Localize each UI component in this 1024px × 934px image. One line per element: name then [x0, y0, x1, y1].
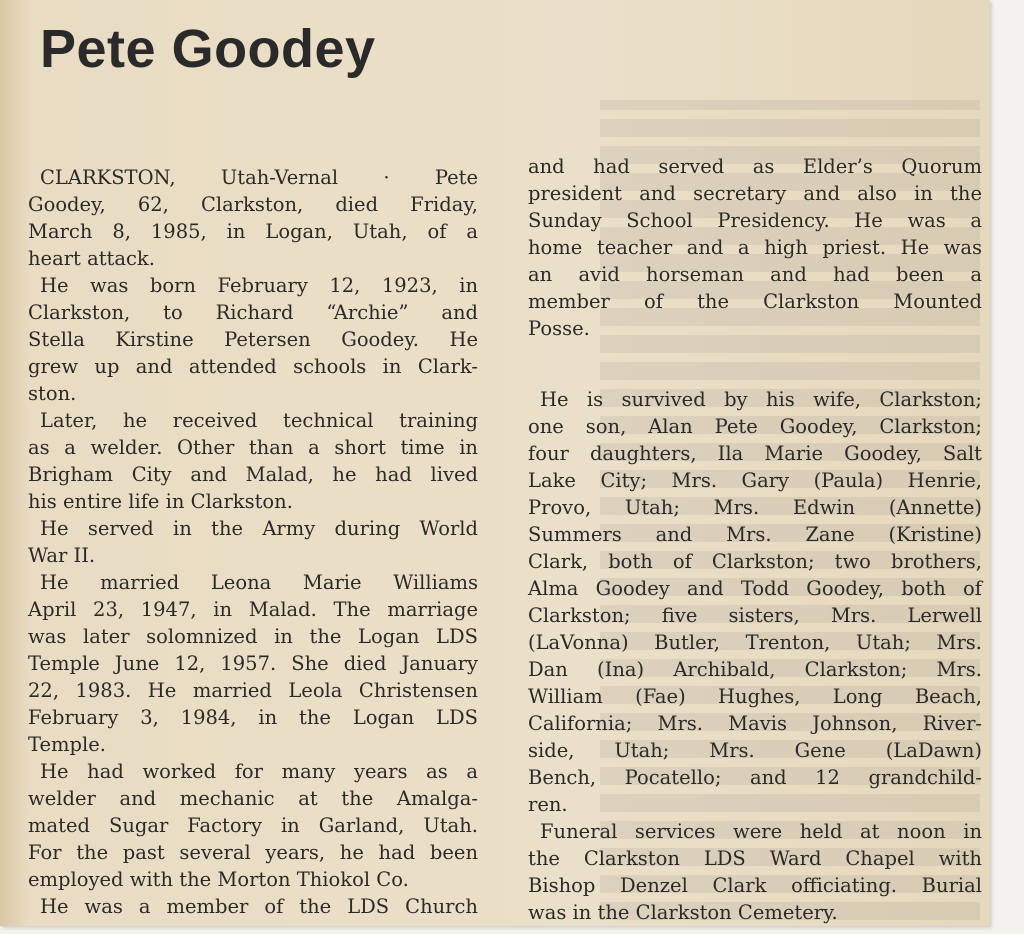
text-line: president and secretary and also in the [528, 182, 982, 205]
text-line: Later, he received technical training [40, 409, 478, 432]
text-line: He served in the Army during World [40, 517, 478, 540]
text-line: Clark, both of Clarkston; two brothers, [528, 550, 982, 573]
text-line: as a welder. Other than a short time in [28, 436, 478, 459]
text-line: War II. [28, 544, 96, 567]
text-line: For the past several years, he had been [28, 841, 478, 864]
text-line: the Clarkston LDS Ward Chapel with [528, 847, 982, 870]
headline: Pete Goodey [40, 19, 376, 79]
text-line: ston. [28, 382, 77, 405]
text-line: Funeral services were held at noon in [540, 820, 982, 843]
text-line: CLARKSTON, Utah-Vernal · Pete [40, 166, 478, 189]
text-line: He is survived by his wife, Clarkston; [540, 388, 982, 411]
text-line: ren. [528, 793, 568, 816]
text-line: Goodey, 62, Clarkston, died Friday, [28, 193, 478, 216]
text-line: side, Utah; Mrs. Gene (LaDawn) [528, 739, 982, 762]
text-line: Lake City; Mrs. Gary (Paula) Henrie, [528, 469, 982, 492]
text-line: heart attack. [28, 247, 155, 270]
text-line: welder and mechanic at the Amalga- [28, 787, 478, 810]
text-line: February 3, 1984, in the Logan LDS [28, 706, 478, 729]
text-line: Posse. [528, 317, 590, 340]
text-line: Brigham City and Malad, he had lived [28, 463, 478, 486]
text-line: 22, 1983. He married Leola Christensen [28, 679, 478, 702]
text-line: Temple. [28, 733, 106, 756]
text-line: Bench, Pocatello; and 12 grandchild- [528, 766, 982, 789]
text-line: Summers and Mrs. Zane (Kristine) [528, 523, 982, 546]
text-line: March 8, 1985, in Logan, Utah, of a [28, 220, 478, 243]
text-line: William (Fae) Hughes, Long Beach, [528, 685, 982, 708]
text-line: He was a member of the LDS Church [40, 895, 478, 918]
text-line: employed with the Morton Thiokol Co. [28, 868, 409, 891]
text-line: Sunday School Presidency. He was a [528, 209, 982, 232]
text-line: Clarkston, to Richard “Archie” and [28, 301, 478, 324]
text-line: California; Mrs. Mavis Johnson, River- [528, 712, 982, 735]
text-line: Clarkston; five sisters, Mrs. Lerwell [528, 604, 982, 627]
text-line: mated Sugar Factory in Garland, Utah. [28, 814, 478, 837]
text-line: Dan (Ina) Archibald, Clarkston; Mrs. [528, 658, 982, 681]
text-line: was later solomnized in the Logan LDS [28, 625, 478, 648]
text-line: one son, Alan Pete Goodey, Clarkston; [528, 415, 982, 438]
text-line: He married Leona Marie Williams [40, 571, 478, 594]
text-line: Provo, Utah; Mrs. Edwin (Annette) [528, 496, 982, 519]
text-line: Temple June 12, 1957. She died January [28, 652, 478, 675]
text-line: April 23, 1947, in Malad. The marriage [28, 598, 478, 621]
text-line: and had served as Elder’s Quorum [528, 155, 982, 178]
text-line: (LaVonna) Butler, Trenton, Utah; Mrs. [528, 631, 982, 654]
text-line: his entire life in Clarkston. [28, 490, 293, 513]
text-line: Bishop Denzel Clark officiating. Burial [528, 874, 982, 897]
text-line: He had worked for many years as a [40, 760, 478, 783]
text-line: Alma Goodey and Todd Goodey, both of [528, 577, 982, 600]
text-line: grew up and attended schools in Clark- [28, 355, 478, 378]
text-line: four daughters, Ila Marie Goodey, Salt [528, 442, 982, 465]
text-line: was in the Clarkston Cemetery. [528, 901, 838, 924]
text-line: member of the Clarkston Mounted [528, 290, 982, 313]
text-line: He was born February 12, 1923, in [40, 274, 478, 297]
text-line: home teacher and a high priest. He was [528, 236, 982, 259]
text-line: Stella Kirstine Petersen Goodey. He [28, 328, 478, 351]
text-line: an avid horseman and had been a [528, 263, 982, 286]
